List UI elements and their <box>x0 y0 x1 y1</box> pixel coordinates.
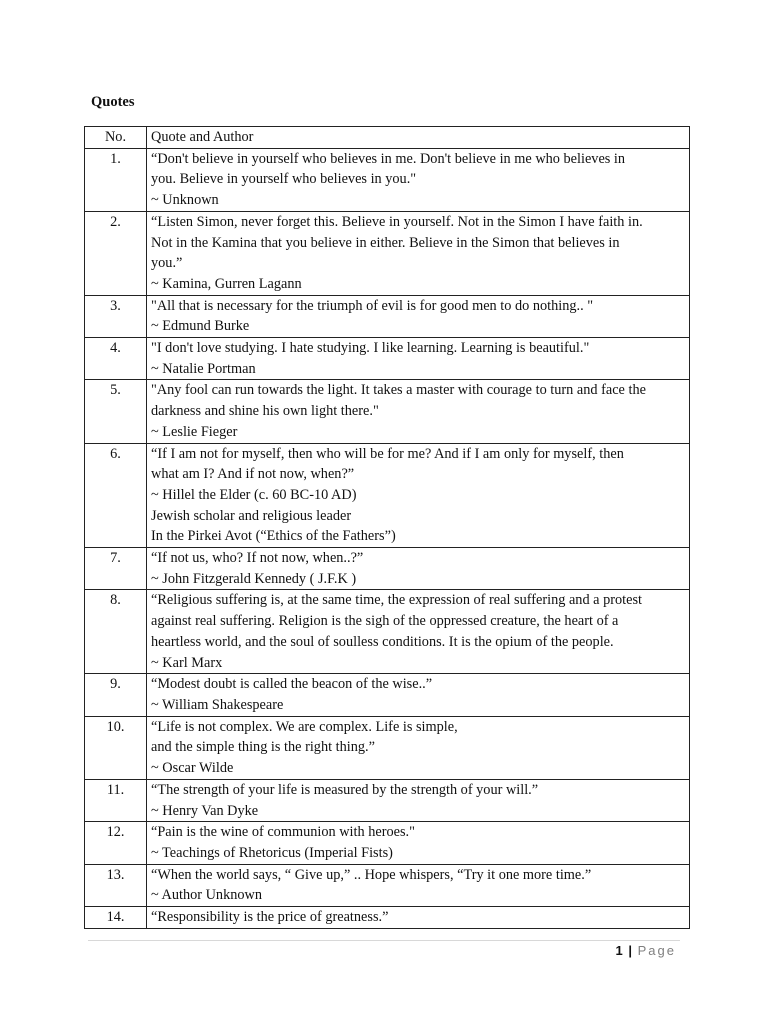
quote-number: 13. <box>85 864 147 906</box>
quote-cell <box>147 674 690 716</box>
quote-text-line: what am I? And if not now, when?” <box>151 466 355 483</box>
table-row <box>85 907 690 929</box>
page-title: Quotes <box>91 94 135 110</box>
quote-text-line: “When the world says, “ Give up,” .. Hope whispers, “Try it one more time.” <box>151 866 592 883</box>
quote-text-line: “The strength of your life is measured by the strength of your will.” <box>151 781 539 798</box>
quote-author: ~ Oscar Wilde <box>151 760 234 777</box>
quote-text-line: “Responsibility is the price of greatness.” <box>151 909 389 926</box>
quote-text-line: “If I am not for myself, then who will be for me? And if I am only for myself, then <box>151 445 624 462</box>
quote-number: 1. <box>85 148 147 211</box>
table-header-row <box>85 127 690 149</box>
quote-text-line: “Religious suffering is, at the same time, the expression of real suffering and a protest <box>151 592 642 609</box>
quote-text-line: darkness and shine his own light there." <box>151 403 379 420</box>
quote-author: ~ Teachings of Rhetoricus (Imperial Fists) <box>151 844 393 861</box>
quote-text-line: “Modest doubt is called the beacon of the wise..” <box>151 676 433 693</box>
quote-text-line: Not in the Kamina that you believe in either. Believe in the Simon that believes in <box>151 234 620 251</box>
quote-number: 5. <box>85 380 147 443</box>
quote-text-line: In the Pirkei Avot (“Ethics of the Fathers”) <box>151 528 396 545</box>
table-row <box>85 338 690 380</box>
quote-cell <box>147 443 690 548</box>
quote-author: ~ Hillel the Elder (c. 60 BC-10 AD) <box>151 486 357 503</box>
quote-author: ~ Author Unknown <box>151 887 262 904</box>
quote-cell <box>147 716 690 779</box>
quote-text-line: “Pain is the wine of communion with heroes." <box>151 824 415 841</box>
quote-text-line: against real suffering. Religion is the sigh of the oppressed creature, the heart of a <box>151 613 619 630</box>
quote-cell <box>147 338 690 380</box>
quote-number: 8. <box>85 590 147 674</box>
quote-text-line: “Life is not complex. We are complex. Life is simple, <box>151 718 458 735</box>
quote-cell <box>147 211 690 295</box>
quotes-table <box>84 126 690 929</box>
quote-cell <box>147 590 690 674</box>
quote-number: 2. <box>85 211 147 295</box>
quote-number: 14. <box>85 907 147 929</box>
quote-number: 10. <box>85 716 147 779</box>
quote-author: ~ Karl Marx <box>151 654 223 671</box>
table-row <box>85 864 690 906</box>
quote-text-line: “Listen Simon, never forget this. Believe in yourself. Not in the Simon I have faith in. <box>151 213 643 230</box>
quote-cell <box>147 907 690 929</box>
quote-number: 6. <box>85 443 147 548</box>
table-row <box>85 822 690 864</box>
quote-text-line: “Don't believe in yourself who believes in me. Don't believe in me who believes in <box>151 150 626 167</box>
quote-number: 12. <box>85 822 147 864</box>
table-row <box>85 295 690 337</box>
quote-text-line: "Any fool can run towards the light. It takes a master with courage to turn and face the <box>151 382 646 399</box>
quote-number: 4. <box>85 338 147 380</box>
quote-author: ~ Leslie Fieger <box>151 423 238 440</box>
quote-author: ~ Kamina, Gurren Lagann <box>151 275 302 292</box>
quote-text-line: heartless world, and the soul of soulless conditions. It is the opium of the people. <box>151 633 614 650</box>
quote-text-line: you. Believe in yourself who believes in you." <box>151 171 417 188</box>
table-row <box>85 716 690 779</box>
table-row <box>85 211 690 295</box>
quote-cell <box>147 148 690 211</box>
quote-cell <box>147 380 690 443</box>
quote-text-line: "I don't love studying. I hate studying. I like learning. Learning is beautiful." <box>151 340 590 357</box>
table-row <box>85 779 690 821</box>
table-row <box>85 148 690 211</box>
quote-number: 3. <box>85 295 147 337</box>
quote-cell <box>147 548 690 590</box>
quote-text-line: you.” <box>151 255 183 272</box>
quote-author: ~ Edmund Burke <box>151 318 250 335</box>
page-number: 1 <box>615 943 623 958</box>
page-footer <box>560 942 676 960</box>
quote-cell <box>147 864 690 906</box>
page-label: Page <box>637 943 676 958</box>
table-row <box>85 548 690 590</box>
quotes-table-body <box>85 148 690 928</box>
quote-author: ~ John Fitzgerald Kennedy ( J.F.K ) <box>151 570 357 587</box>
footer-separator: | <box>628 943 632 958</box>
quote-author: ~ Henry Van Dyke <box>151 802 259 819</box>
quote-text-line: and the simple thing is the right thing.” <box>151 739 375 756</box>
quote-author: ~ Natalie Portman <box>151 360 256 377</box>
column-header-number: No. <box>85 127 147 149</box>
quote-author: ~ William Shakespeare <box>151 696 284 713</box>
quote-cell <box>147 295 690 337</box>
table-row <box>85 380 690 443</box>
column-header-quote-author: Quote and Author <box>147 127 690 149</box>
quote-number: 9. <box>85 674 147 716</box>
quote-text-line: Jewish scholar and religious leader <box>151 507 352 524</box>
table-row <box>85 443 690 548</box>
table-row <box>85 674 690 716</box>
quote-cell <box>147 822 690 864</box>
table-row <box>85 590 690 674</box>
quote-cell <box>147 779 690 821</box>
quote-text-line: "All that is necessary for the triumph of evil is for good men to do nothing.. " <box>151 297 594 314</box>
quote-text-line: “If not us, who? If not now, when..?” <box>151 550 364 567</box>
quote-author: ~ Unknown <box>151 192 219 209</box>
footer-divider <box>88 940 680 941</box>
quote-number: 11. <box>85 779 147 821</box>
quote-number: 7. <box>85 548 147 590</box>
